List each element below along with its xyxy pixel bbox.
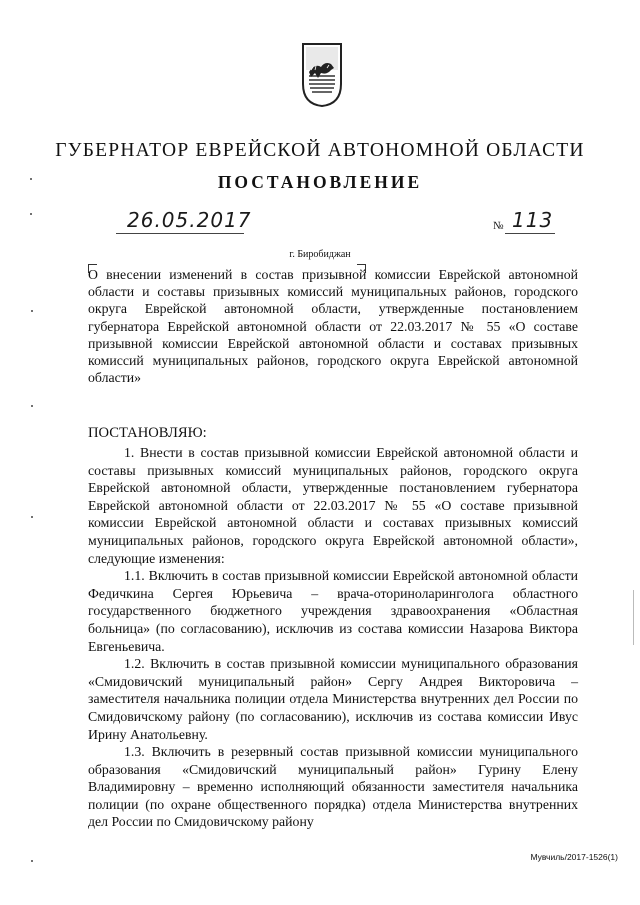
city-line: г. Биробиджан [289,249,351,260]
issuer-title: ГУБЕРНАТОР ЕВРЕЙСКОЙ АВТОНОМНОЙ ОБЛАСТИ [55,140,585,161]
document-body [88,444,578,831]
scan-dot [31,860,33,862]
document-type: ПОСТАНОВЛЕНИЕ [217,172,423,192]
number-label: № [493,220,504,232]
scan-dot [31,310,33,312]
scan-dot [30,213,32,215]
paragraph-1-3: 1.3. Включить в резервный состав призывной комиссии муниципального образования «Смидовичский муниципальный район» Гурину Елену Владимировну – временно исполняющий обязанности заместителя начальника полиции (по охране общественного порядка) отдела Министерства внутренних дел России по Смидовичскому району [88,744,578,830]
scan-edge-mark [633,590,634,645]
number-underline [505,233,555,234]
subject-text: О внесении изменений в состав призывной комиссии Еврейской автономной области и составы призывных комиссий муниципальных районов, городского округа Еврейской автономной области, утвержденные постановлением губернатора Еврейской автономной области от 22.03.2017 № 55 «О составе призывной комиссии Еврейской автономной области и составах призывных комиссий муниципальных районов, городского округа Еврейской автономной области» [88,267,578,386]
date-underline [116,233,244,234]
paragraph-1-1: 1.1. Включить в состав призывной комиссии Еврейской автономной области Федичкина Сергея Юрьевича – врача-оториноларинголога областного государственного бюджетного учреждения здравоохранения «Областная больница» (по согласованию), исключив из состава комиссии Назарова Виктора Евгеньевича. [88,568,578,654]
scan-dot [31,405,33,407]
coat-of-arms-icon [301,42,343,108]
document-subject [88,266,578,386]
document-date: 26.05.2017 [127,208,252,232]
footer-code: Мувчиль/2017-1526(1) [530,852,618,862]
scan-dot [31,516,33,518]
decree-word: ПОСТАНОВЛЯЮ: [88,425,207,441]
document-number: 113 [512,208,554,232]
paragraph-1: 1. Внести в состав призывной комиссии Еврейской автономной области и составы призывных комиссий муниципальных районов, городского округа Еврейской автономной области, утвержденные постановлением губернатора Еврейской автономной области от 22.03.2017 № 55 «О составе призывной комиссии Еврейской автономной области и составах призывных комиссий муниципальных районов, городского округа Еврейской автономной области», следующие изменения: [88,445,578,566]
paragraph-1-2: 1.2. Включить в состав призывной комиссии муниципального образования «Смидовичский муниципальный район» Сергу Андрея Викторовича – заместителя начальника полиции отдела Министерства внутренних дел России по Смидовичскому району (по согласованию), исключив из состава комиссии Ивус Ирину Анатольевну. [88,656,578,742]
scan-dot [30,178,32,180]
